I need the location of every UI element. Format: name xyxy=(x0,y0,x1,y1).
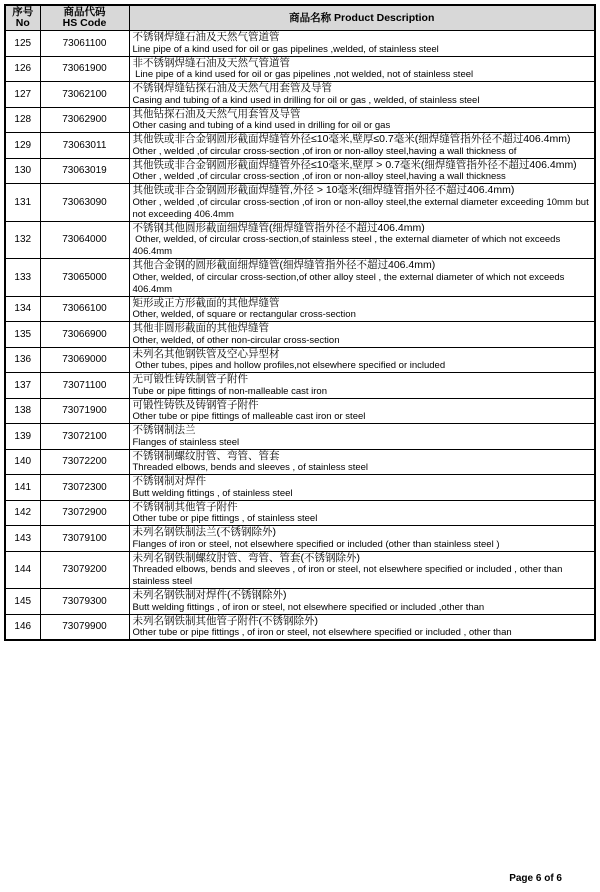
description-english: Other, welded, of other non-circular cross-section xyxy=(132,334,340,346)
description-chinese: 其他钻探石油及天然气用套管及导管 xyxy=(132,107,301,120)
row-no-cell: 127 xyxy=(5,82,40,108)
description-chinese: 可锻性铸铁及铸钢管子附件 xyxy=(132,398,259,411)
row-hs-code-cell: 73072200 xyxy=(40,449,129,475)
description-chinese: 其他非圆形截面的其他焊缝管 xyxy=(132,322,269,334)
row-description-cell xyxy=(129,322,595,348)
description-chinese: 不锈钢制螺纹肘管、弯管、管套 xyxy=(132,449,280,462)
description-chinese: 未列名钢铁制法兰(不锈钢除外) xyxy=(132,526,276,538)
description-chinese: 矩形或正方形截面的其他焊缝管 xyxy=(132,296,280,309)
row-description-cell xyxy=(129,82,595,108)
row-description-cell xyxy=(129,133,595,159)
table-row xyxy=(5,259,595,297)
row-hs-code-cell: 73061900 xyxy=(40,56,129,82)
description-english: Other tube or pipe fittings , of iron or steel, not elsewhere specified or included , other than xyxy=(132,627,512,638)
description-chinese: 其他铁或非合金钢圆形截面焊缝管外径≤10毫米,壁厚≤0.7毫米(细焊缝管指外径不超过406.4mm) xyxy=(132,133,571,145)
row-description-cell xyxy=(129,373,595,399)
description-english: Other tube or pipe fittings , of stainless steel xyxy=(132,513,318,524)
row-no-cell: 146 xyxy=(5,614,40,640)
row-no-cell: 142 xyxy=(5,500,40,526)
row-no-cell: 145 xyxy=(5,589,40,615)
row-hs-code-cell: 73072300 xyxy=(40,475,129,501)
col-header-hs-code-cn: 商品代码 xyxy=(63,6,106,18)
row-no-cell: 141 xyxy=(5,475,40,501)
row-description-cell xyxy=(129,31,595,57)
description-english: Other, welded, of circular cross-section,of stainless steel , the external diameter of which not exceeds 406.4mm xyxy=(132,234,563,257)
table-row xyxy=(5,589,595,615)
row-description-cell xyxy=(129,107,595,133)
table-row xyxy=(5,82,595,108)
description-english: Line pipe of a kind used for oil or gas pipelines ,not welded, not of stainless steel xyxy=(132,69,474,80)
row-hs-code-cell: 73061100 xyxy=(40,31,129,57)
table-row xyxy=(5,56,595,82)
row-no-cell: 128 xyxy=(5,107,40,133)
row-description-cell xyxy=(129,158,595,184)
description-chinese: 未列名钢铁制对焊件(不锈钢除外) xyxy=(132,589,287,601)
row-hs-code-cell: 73062900 xyxy=(40,107,129,133)
description-chinese: 其他铁或非合金钢圆形截面焊缝管外径≤10毫米,壁厚 > 0.7毫米(细焊缝管指外径不超过406.4mm) xyxy=(132,158,577,171)
col-header-description-label: 商品名称 Product Description xyxy=(289,11,435,24)
table-row xyxy=(5,31,595,57)
row-no-cell: 126 xyxy=(5,56,40,82)
page-number: Page 6 of 6 xyxy=(509,873,562,884)
row-hs-code-cell: 73079300 xyxy=(40,589,129,615)
table-row xyxy=(5,107,595,133)
row-no-cell: 125 xyxy=(5,31,40,57)
description-chinese: 其他合金钢的圆形截面细焊缝管(细焊缝管指外径不超过406.4mm) xyxy=(132,259,436,271)
row-hs-code-cell: 73063019 xyxy=(40,158,129,184)
col-header-hs-code-en: HS Code xyxy=(62,17,107,29)
row-description-cell xyxy=(129,184,595,222)
row-description-cell xyxy=(129,475,595,501)
table-row xyxy=(5,158,595,184)
row-hs-code-cell: 73063011 xyxy=(40,133,129,159)
row-hs-code-cell: 73079900 xyxy=(40,614,129,640)
description-english: Threaded elbows, bends and sleeves , of stainless steel xyxy=(132,462,369,473)
row-hs-code-cell: 73063090 xyxy=(40,184,129,222)
description-english: Flanges of stainless steel xyxy=(132,436,240,448)
row-hs-code-cell: 73072100 xyxy=(40,424,129,450)
description-chinese: 未列名钢铁制螺纹肘管、弯管、管套(不锈钢除外) xyxy=(132,551,360,564)
row-hs-code-cell: 73065000 xyxy=(40,259,129,297)
row-no-cell: 135 xyxy=(5,322,40,348)
description-english: Other, welded, of square or rectangular cross-section xyxy=(132,309,356,320)
table-row xyxy=(5,296,595,322)
row-hs-code-cell: 73079200 xyxy=(40,551,129,589)
description-chinese: 不锈钢制法兰 xyxy=(132,424,196,436)
row-hs-code-cell: 73062100 xyxy=(40,82,129,108)
row-hs-code-cell: 73066900 xyxy=(40,322,129,348)
table-body xyxy=(5,31,595,641)
description-chinese: 非不锈钢焊缝石油及天然气管道管 xyxy=(132,56,290,69)
table-row xyxy=(5,322,595,348)
col-header-no-en: No xyxy=(15,17,30,29)
row-hs-code-cell: 73066100 xyxy=(40,296,129,322)
table-row xyxy=(5,373,595,399)
row-no-cell: 140 xyxy=(5,449,40,475)
description-chinese: 未列名钢铁制其他管子附件(不锈钢除外) xyxy=(132,614,318,627)
row-no-cell: 138 xyxy=(5,398,40,424)
row-no-cell: 129 xyxy=(5,133,40,159)
row-description-cell xyxy=(129,221,595,259)
description-chinese: 不锈钢焊缝钻探石油及天然气用套管及导管 xyxy=(132,82,332,94)
table-row xyxy=(5,398,595,424)
row-description-cell xyxy=(129,614,595,640)
row-description-cell xyxy=(129,347,595,373)
table-row xyxy=(5,475,595,501)
description-chinese: 无可锻性铸铁制管子附件 xyxy=(132,373,248,385)
row-description-cell xyxy=(129,259,595,297)
description-chinese: 不锈钢制对焊件 xyxy=(132,475,206,487)
row-no-cell: 136 xyxy=(5,347,40,373)
description-english: Butt welding fittings , of stainless steel xyxy=(132,487,293,499)
description-english: Other tubes, pipes and hollow profiles,not elsewhere specified or included xyxy=(132,360,446,371)
row-description-cell xyxy=(129,500,595,526)
row-no-cell: 134 xyxy=(5,296,40,322)
description-english: Butt welding fittings , of iron or steel, not elsewhere specified or included ,other than xyxy=(132,601,485,613)
description-english: Other tube or pipe fittings of malleable cast iron or steel xyxy=(132,411,366,422)
row-description-cell xyxy=(129,551,595,589)
row-hs-code-cell: 73071900 xyxy=(40,398,129,424)
table-row xyxy=(5,526,595,552)
row-description-cell xyxy=(129,526,595,552)
col-header-description xyxy=(129,5,595,31)
description-english: Tube or pipe fittings of non-malleable cast iron xyxy=(132,385,328,397)
row-no-cell: 144 xyxy=(5,551,40,589)
row-description-cell xyxy=(129,296,595,322)
table-row xyxy=(5,551,595,589)
description-english: Line pipe of a kind used for oil or gas pipelines ,welded, of stainless steel xyxy=(132,43,439,55)
description-english: Casing and tubing of a kind used in drilling for oil or gas , welded, of stainless steel xyxy=(132,94,480,106)
col-header-hs-code xyxy=(40,5,129,31)
row-description-cell xyxy=(129,449,595,475)
row-no-cell: 137 xyxy=(5,373,40,399)
row-description-cell xyxy=(129,424,595,450)
row-no-cell: 143 xyxy=(5,526,40,552)
description-chinese: 其他铁或非合金钢圆形截面焊缝管,外径 > 10毫米(细焊缝管指外径不超过406.4mm) xyxy=(132,184,515,196)
row-hs-code-cell: 73071100 xyxy=(40,373,129,399)
description-english: Threaded elbows, bends and sleeves , of iron or steel, not elsewhere specified or included , other than stainless steel xyxy=(132,564,566,587)
description-english: Other casing and tubing of a kind used in drilling for oil or gas xyxy=(132,120,391,131)
table-row xyxy=(5,500,595,526)
row-description-cell xyxy=(129,589,595,615)
description-english: Other , welded ,of circular cross-section ,of iron or non-alloy steel,having a wall thickness xyxy=(132,171,506,182)
table-row xyxy=(5,184,595,222)
description-chinese: 不锈钢其他圆形截面细焊缝管(细焊缝管指外径不超过406.4mm) xyxy=(132,221,425,234)
description-english: Other, welded, of circular cross-section,of other alloy steel , the external diameter of which not exceeds 406.4mm xyxy=(132,271,568,295)
col-header-no xyxy=(5,5,40,31)
table-header-row xyxy=(5,5,595,31)
description-english: Flanges of iron or steel, not elsewhere specified or included (other than stainless steel ) xyxy=(132,538,500,550)
table-row xyxy=(5,614,595,640)
table-row xyxy=(5,347,595,373)
description-chinese: 不锈钢焊缝石油及天然气管道管 xyxy=(132,31,280,43)
table-row xyxy=(5,449,595,475)
row-description-cell xyxy=(129,398,595,424)
table-row xyxy=(5,424,595,450)
description-chinese: 未列名其他钢铁管及空心异型材 xyxy=(132,347,280,360)
row-no-cell: 130 xyxy=(5,158,40,184)
row-no-cell: 132 xyxy=(5,221,40,259)
row-no-cell: 131 xyxy=(5,184,40,222)
hs-code-table xyxy=(4,4,596,641)
description-english: Other , welded ,of circular cross-section ,of iron or non-alloy steel,having a wall thickness of xyxy=(132,145,517,157)
row-no-cell: 133 xyxy=(5,259,40,297)
row-hs-code-cell: 73079100 xyxy=(40,526,129,552)
table-row xyxy=(5,221,595,259)
description-english: Other , welded ,of circular cross-section ,of iron or non-alloy steel,the external diameter exceeding 10mm but not exceeding 406.4mm xyxy=(132,196,592,220)
row-hs-code-cell: 73072900 xyxy=(40,500,129,526)
row-hs-code-cell: 73064000 xyxy=(40,221,129,259)
row-no-cell: 139 xyxy=(5,424,40,450)
col-header-no-cn: 序号 xyxy=(12,6,34,18)
table-row xyxy=(5,133,595,159)
description-chinese: 不锈钢制其他管子附件 xyxy=(132,500,238,513)
row-hs-code-cell: 73069000 xyxy=(40,347,129,373)
row-description-cell xyxy=(129,56,595,82)
